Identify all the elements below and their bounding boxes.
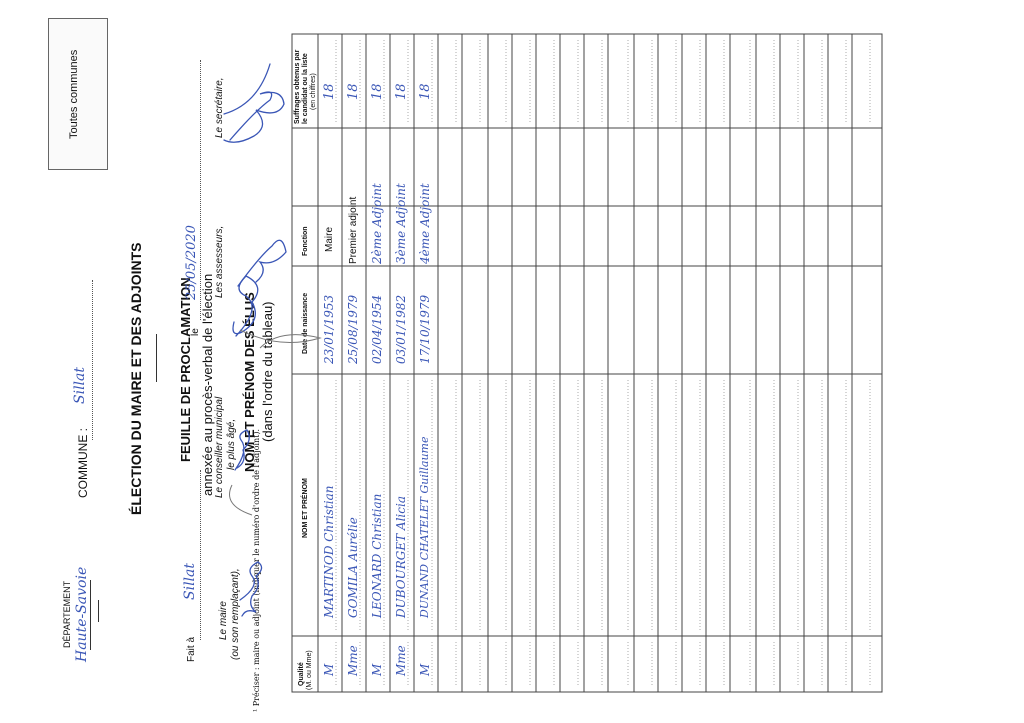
names-title: NOM ET PRÉNOM DES ÉLUS bbox=[242, 292, 257, 472]
fait-a-value: Sillat bbox=[182, 563, 198, 600]
row-nom: DUBOURGET Alicia bbox=[394, 496, 408, 618]
row-nom: DUNAND CHATELET Guillaume bbox=[418, 436, 431, 618]
maire-label: Le maire bbox=[218, 601, 229, 640]
conseiller-label: Le conseiller municipal bbox=[214, 396, 225, 498]
row-date: 23/01/1953 bbox=[322, 294, 336, 364]
row-date: 17/10/1979 bbox=[418, 294, 432, 364]
fait-a-dotted-line bbox=[200, 470, 201, 640]
maire-sub-label: (ou son remplaçant), bbox=[230, 568, 241, 660]
names-subtitle: (dans l'ordre du tableau) bbox=[260, 301, 275, 442]
badge-label: Toutes communes bbox=[68, 49, 80, 139]
row-nom: MARTINOD Christian bbox=[322, 485, 336, 618]
commune-value: Sillat bbox=[72, 367, 88, 404]
main-title: ÉLECTION DU MAIRE ET DES ADJOINTS bbox=[128, 242, 144, 515]
row-fonction: Maire bbox=[324, 226, 335, 252]
row-fonction: Premier adjoint bbox=[348, 196, 359, 264]
row-fonction: 2ème Adjoint bbox=[370, 183, 384, 264]
row-qualite: Mme bbox=[394, 645, 408, 676]
header-nom: NOM ET PRÉNOM bbox=[302, 478, 309, 538]
row-suffrages: 18 bbox=[370, 83, 385, 100]
row-qualite: Mme bbox=[346, 645, 360, 676]
fait-a-label: Fait à bbox=[186, 636, 197, 662]
footnote: ¹ Préciser : maire ou adjoint (indiquer le numéro d'ordre de l'adjoint). bbox=[252, 428, 261, 712]
departement-label: DÉPARTEMENT bbox=[62, 580, 72, 648]
row-suffrages: 18 bbox=[346, 83, 361, 100]
header-suffrages-1: Suffrages obtenus par bbox=[294, 49, 301, 124]
header-suffrages-3: (en chiffres) bbox=[310, 73, 317, 110]
conseiller-sub-label: le plus âgé, bbox=[226, 418, 237, 470]
le-dotted-line bbox=[200, 60, 201, 320]
row-suffrages: 18 bbox=[322, 83, 337, 100]
row-fonction: 4ème Adjoint bbox=[418, 183, 432, 264]
header-qualite: Qualité bbox=[298, 662, 305, 686]
header-fonction: Fonction bbox=[302, 226, 309, 256]
row-date: 25/08/1979 bbox=[346, 294, 360, 364]
commune-label: COMMUNE : bbox=[76, 428, 90, 498]
header-qualite-sub: (M. ou Mme) bbox=[306, 650, 313, 690]
row-qualite: M bbox=[370, 663, 384, 676]
le-value: 25/05/2020 bbox=[184, 225, 199, 300]
row-suffrages: 18 bbox=[418, 83, 433, 100]
le-label: le bbox=[190, 328, 201, 336]
departement-value: Haute-Savoie bbox=[74, 566, 90, 662]
annex-subtitle: annexée au procès-verbal de l'élection bbox=[200, 273, 215, 496]
row-date: 02/04/1954 bbox=[370, 294, 384, 364]
row-qualite: M bbox=[418, 663, 432, 676]
row-nom: GOMILA Aurélie bbox=[346, 517, 360, 618]
header-suffrages-2: le candidat ou la liste bbox=[302, 53, 309, 124]
header-date: Date de naissance bbox=[302, 292, 309, 354]
row-suffrages: 18 bbox=[394, 83, 409, 100]
row-nom: LEONARD Christian bbox=[370, 493, 384, 618]
row-qualite: M bbox=[322, 663, 336, 676]
assesseurs-label: Les assesseurs, bbox=[214, 225, 225, 298]
row-date: 03/01/1982 bbox=[394, 294, 408, 364]
row-fonction: 3ème Adjoint bbox=[394, 183, 408, 264]
secretaire-label: Le secrétaire, bbox=[214, 77, 225, 138]
sheet-title: FEUILLE DE PROCLAMATION bbox=[178, 277, 193, 462]
